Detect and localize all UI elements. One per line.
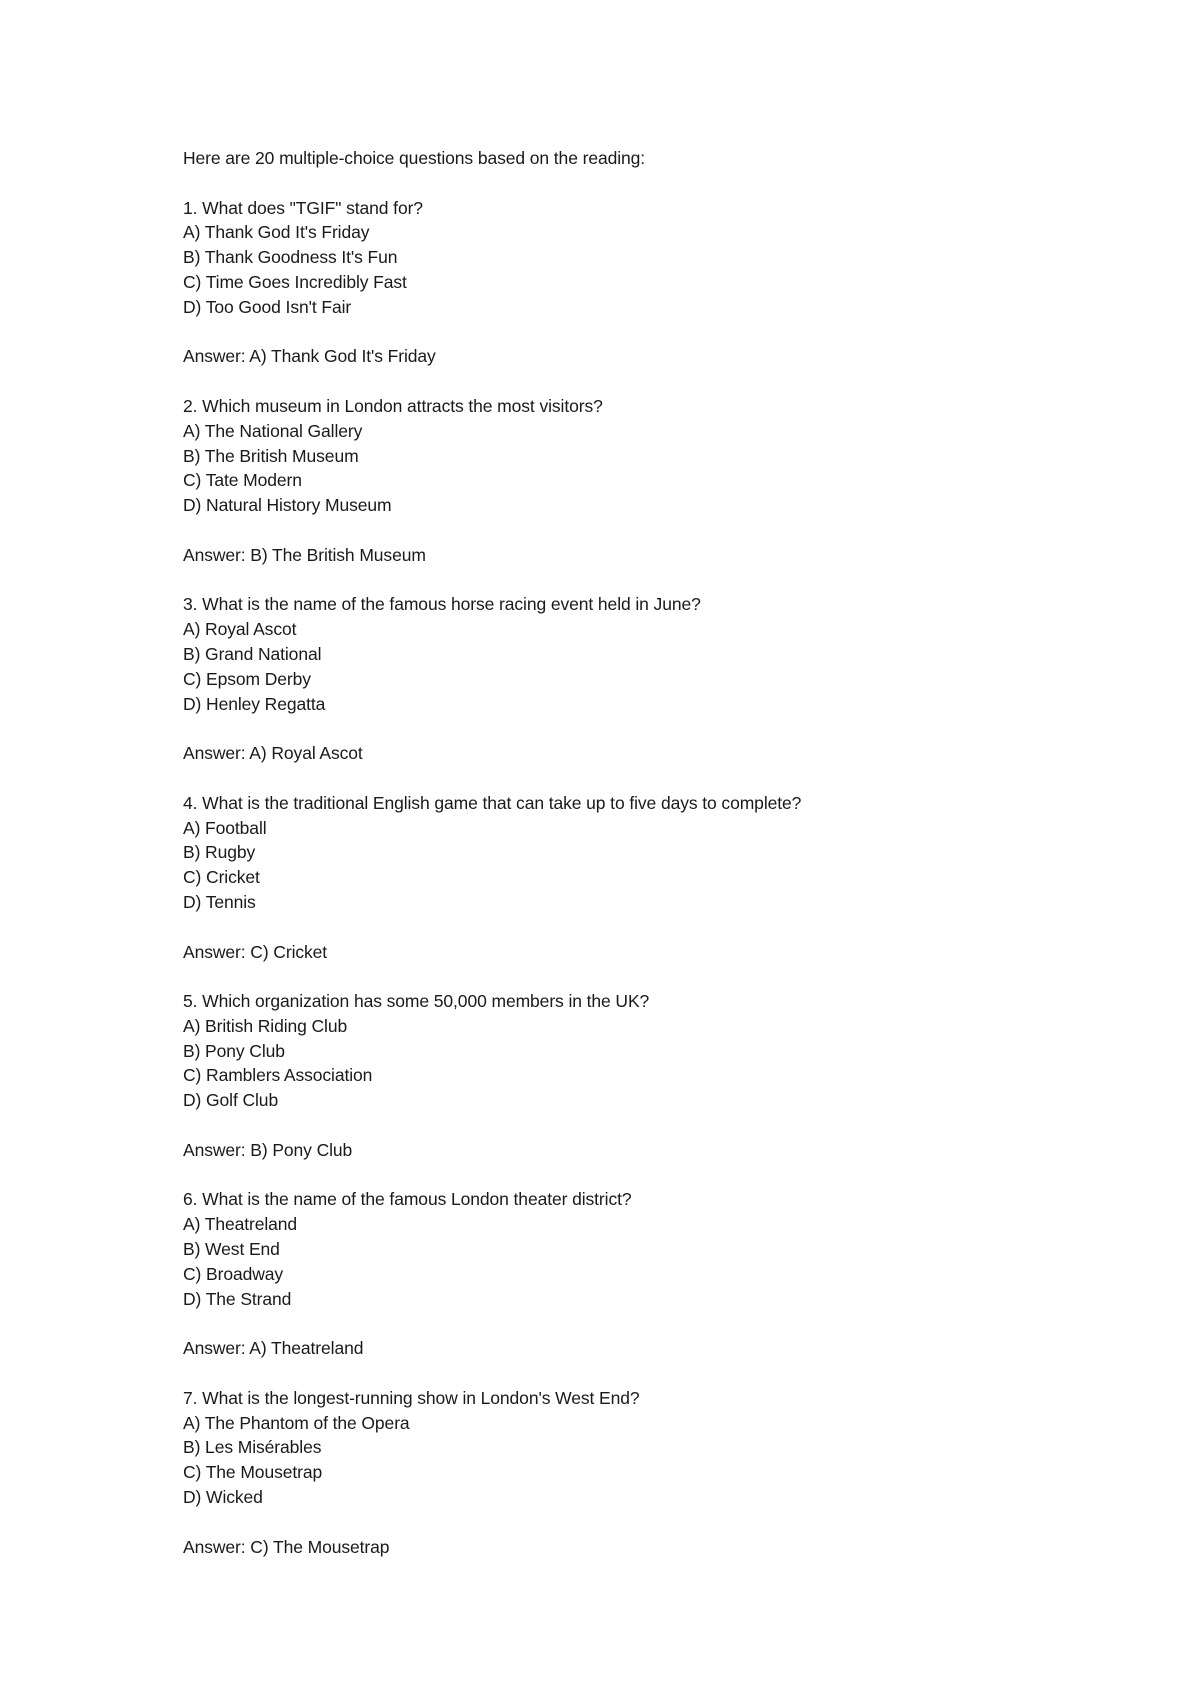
option-d: D) Tennis: [183, 891, 256, 912]
answer-text: Answer: C) Cricket: [183, 941, 328, 962]
question-text: 7. What is the longest-running show in London's West End?: [183, 1387, 640, 1408]
option-d: D) Golf Club: [183, 1090, 279, 1111]
answer-text: Answer: C) The Mousetrap: [183, 1536, 390, 1557]
option-d: D) Wicked: [183, 1487, 263, 1508]
question-text: 6. What is the name of the famous London theater district?: [183, 1189, 632, 1210]
blank-line: [183, 369, 1143, 394]
blank-line: [183, 568, 1143, 593]
blank-line: [183, 1163, 1143, 1188]
blank-line: [183, 518, 1143, 543]
blank-line: [183, 1113, 1143, 1138]
question-text: 4. What is the traditional English game that can take up to five days to complete?: [183, 792, 802, 813]
option-c: C) Tate Modern: [183, 470, 302, 491]
option-c: C) Epsom Derby: [183, 668, 311, 689]
option-a: A) The Phantom of the Opera: [183, 1412, 410, 1433]
blank-line: [183, 915, 1143, 940]
option-a: A) British Riding Club: [183, 1015, 348, 1036]
option-a: A) The National Gallery: [183, 420, 363, 441]
option-b: B) Rugby: [183, 842, 256, 863]
blank-line: [183, 964, 1143, 989]
answer-text: Answer: A) Thank God It's Friday: [183, 346, 436, 367]
blank-line: [183, 320, 1143, 345]
option-d: D) Henley Regatta: [183, 693, 326, 714]
answer-text: Answer: B) Pony Club: [183, 1139, 353, 1160]
option-c: C) Broadway: [183, 1263, 284, 1284]
question-text: 2. Which museum in London attracts the most visitors?: [183, 395, 603, 416]
question-text: 1. What does "TGIF" stand for?: [183, 197, 423, 218]
option-c: C) Cricket: [183, 867, 260, 888]
option-b: B) Grand National: [183, 643, 322, 664]
option-a: A) Theatreland: [183, 1214, 298, 1235]
question-block: [183, 791, 1143, 989]
question-text: 5. Which organization has some 50,000 members in the UK?: [183, 991, 650, 1012]
option-a: A) Football: [183, 817, 267, 838]
blank-line: [183, 1311, 1143, 1336]
answer-text: Answer: A) Theatreland: [183, 1338, 364, 1359]
option-c: C) Ramblers Association: [183, 1065, 373, 1086]
option-a: A) Royal Ascot: [183, 619, 297, 640]
question-block: [183, 1386, 1143, 1560]
option-b: B) Thank Goodness It's Fun: [183, 247, 398, 268]
answer-text: Answer: A) Royal Ascot: [183, 743, 363, 764]
blank-line: [183, 766, 1143, 791]
option-c: C) Time Goes Incredibly Fast: [183, 271, 407, 292]
option-a: A) Thank God It's Friday: [183, 222, 370, 243]
document-page: [183, 146, 1143, 1559]
blank-line: [183, 171, 1143, 196]
option-d: D) The Strand: [183, 1288, 292, 1309]
question-text: 3. What is the name of the famous horse racing event held in June?: [183, 594, 701, 615]
option-b: B) Pony Club: [183, 1040, 285, 1061]
option-d: D) Natural History Museum: [183, 495, 392, 516]
option-b: B) The British Museum: [183, 445, 359, 466]
question-block: [183, 1187, 1143, 1385]
blank-line: [183, 1510, 1143, 1535]
option-b: B) West End: [183, 1239, 280, 1260]
blank-line: [183, 1361, 1143, 1386]
option-d: D) Too Good Isn't Fair: [183, 296, 352, 317]
answer-text: Answer: B) The British Museum: [183, 544, 426, 565]
blank-line: [183, 716, 1143, 741]
question-block: [183, 196, 1143, 394]
intro-text: Here are 20 multiple-choice questions based on the reading:: [183, 148, 646, 168]
question-block: [183, 592, 1143, 790]
question-block: [183, 394, 1143, 592]
option-c: C) The Mousetrap: [183, 1462, 323, 1483]
question-block: [183, 989, 1143, 1187]
option-b: B) Les Misérables: [183, 1437, 322, 1458]
